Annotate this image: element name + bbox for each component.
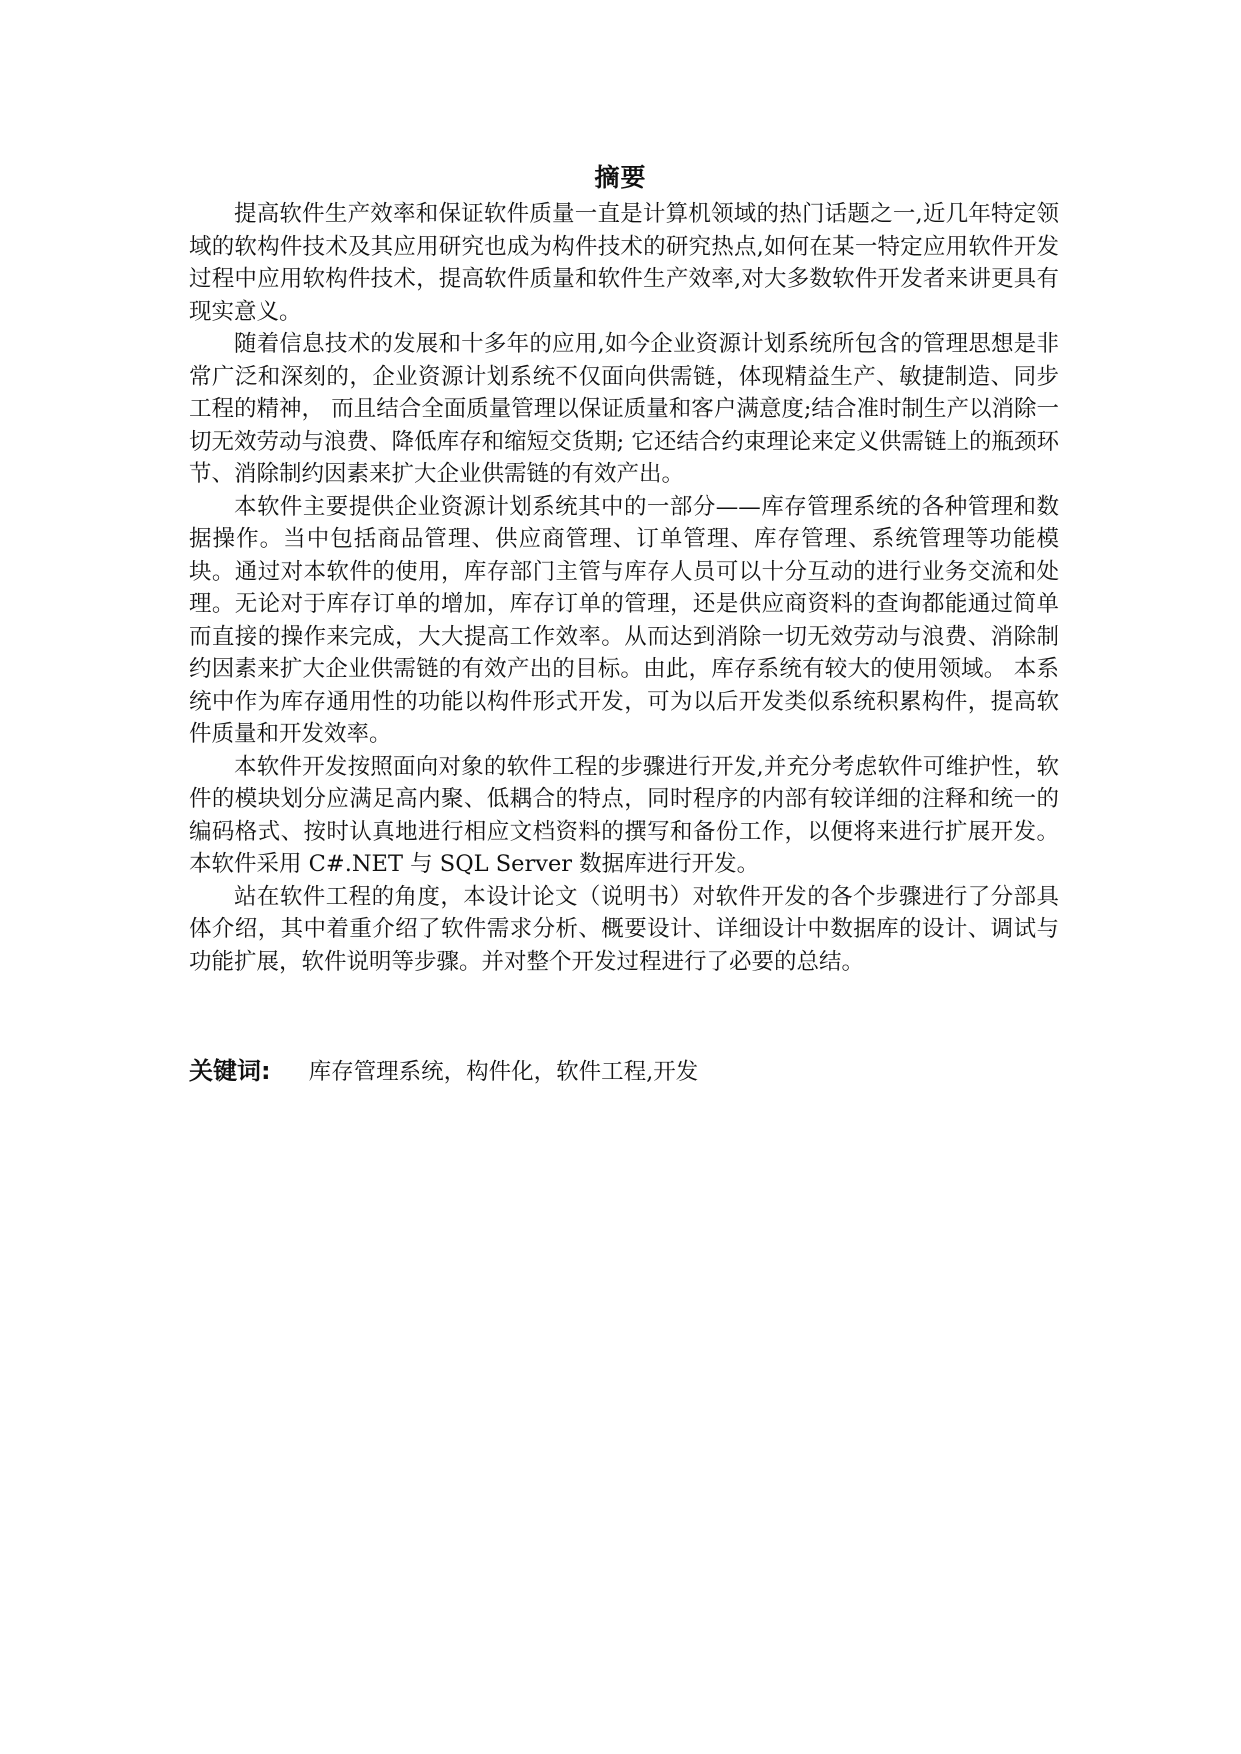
abstract-title: 摘要 <box>594 163 647 192</box>
abstract-paragraph-2: 随着信息技术的发展和十多年的应用,如今企业资源计划系统所包含的管理思想是非常广泛和深刻的，企业资源计划系统不仅面向供需链，体现精益生产、敏捷制造、同步工程的精神， 而且结合全面质量管理以保证质量和客户满意度;结合准时制生产以消除一切无效劳动与浪费、降低库存和缩短交货期; 它还结合约束理论来定义供需链上的瓶颈环节、消除制约因素来扩大企业供需链的有效产出。 <box>189 331 1059 487</box>
abstract-paragraph-4: 本软件开发按照面向对象的软件工程的步骤进行开发,并充分考虑软件可维护性，软件的模块划分应满足高内聚、低耦合的特点，同时程序的内部有较详细的注释和统一的编码格式、按时认真地进行相应文档资料的撰写和备份工作，以便将来进行扩展开发。本软件采用 C#.NET 与 SQL Server 数据库进行开发。 <box>189 753 1059 877</box>
abstract-paragraph-3: 本软件主要提供企业资源计划系统其中的一部分——库存管理系统的各种管理和数据操作。当中包括商品管理、供应商管理、订单管理、库存管理、系统管理等功能模块。通过对本软件的使用，库存部门主管与库存人员可以十分互动的进行业务交流和处理。无论对于库存订单的增加，库存订单的管理，还是供应商资料的查询都能通过简单而直接的操作来完成，大大提高工作效率。从而达到消除一切无效劳动与浪费、消除制约因素来扩大企业供需链的有效产出的目标。由此，库存系统有较大的使用领域。 本系统中作为库存通用性的功能以构件形式开发，可为以后开发类似系统积累构件，提高软件质量和开发效率。 <box>189 493 1059 747</box>
abstract-paragraph-1: 提高软件生产效率和保证软件质量一直是计算机领域的热门话题之一,近几年特定领域的软构件技术及其应用研究也成为构件技术的研究热点,如何在某一特定应用软件开发过程中应用软构件技术，提高软件质量和软件生产效率,对大多数软件开发者来讲更具有现实意义。 <box>189 201 1059 325</box>
keywords-content: 库存管理系统，构件化，软件工程,开发 <box>308 1059 699 1085</box>
abstract-paragraph-5: 站在软件工程的角度，本设计论文（说明书）对软件开发的各个步骤进行了分部具体介绍，其中着重介绍了软件需求分析、概要设计、详细设计中数据库的设计、调试与功能扩展，软件说明等步骤。并对整个开发过程进行了必要的总结。 <box>189 883 1059 975</box>
keywords-label: 关键词: <box>189 1057 271 1085</box>
keywords-line <box>189 1055 1059 1088</box>
abstract-body <box>189 198 1059 978</box>
